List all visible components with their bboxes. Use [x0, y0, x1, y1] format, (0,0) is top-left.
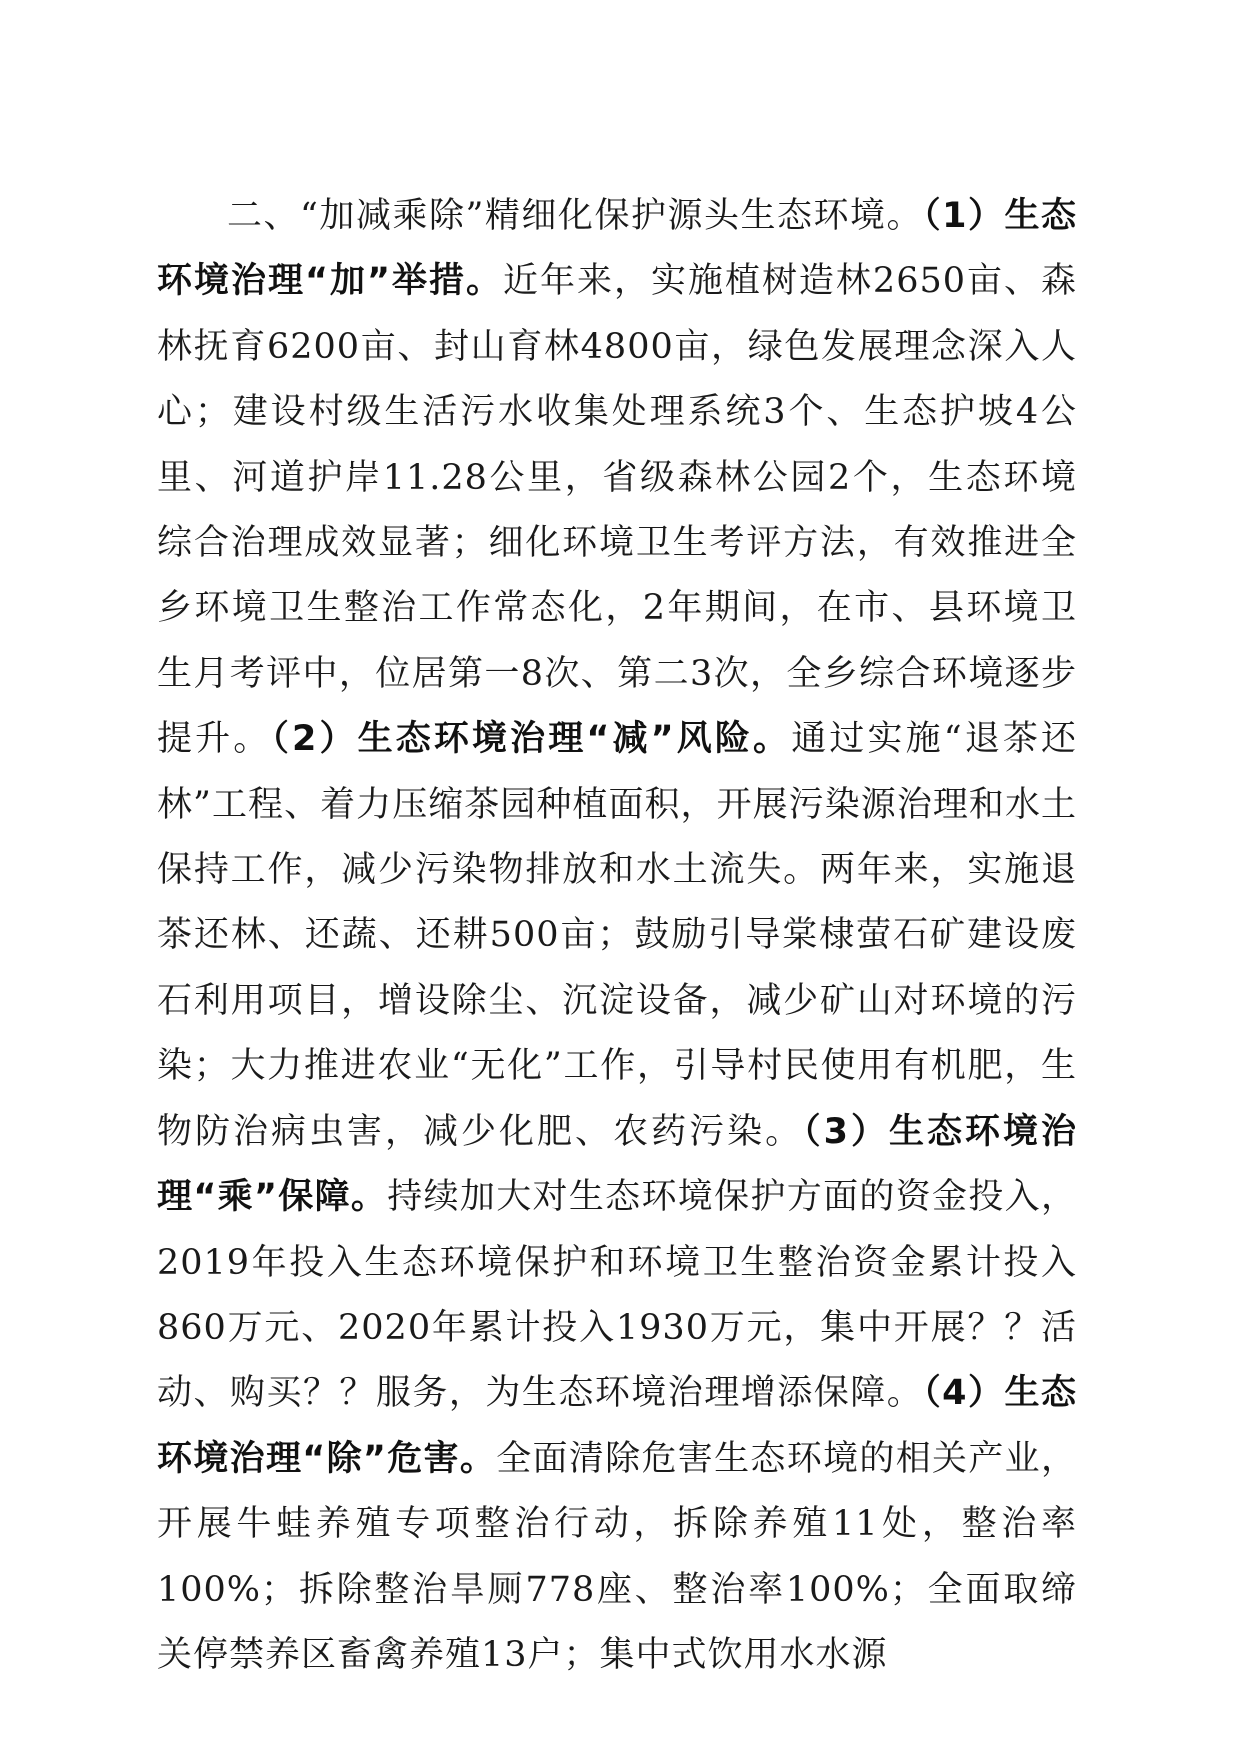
paragraph-text-add: 近年来，实施植树造林2650亩、森林抚育6200亩、封山育林4800亩，绿色发展理念深入人心；建设村级生活污水收集处理系统3个、生态护坡4公里、河道护岸11.28公里，省级森林公园2个，生态环境综合治理成效显著；细化环境卫生考评方法，有效推进全乡环境卫生整治工作常态化，2年期间，在市、县环境卫生月考评中，位居第一8次、第二3次，全乡综合环境逐步提升。 [157, 261, 1077, 760]
subheading-multiply-guarantee: （3）生态环境治理“乘”保障。 [157, 1111, 1077, 1218]
body-paragraph [157, 184, 1077, 1688]
paragraph-text-multiply: 持续加大对生态环境保护方面的资金投入，2019年投入生态环境保护和环境卫生整治资金累计投入860万元、2020年累计投入1930万元，集中开展？？活动、购买？？服务，为生态环境治理增添保障。 [157, 1177, 1077, 1414]
subheading-reduce-risks: （2）生态环境治理“减”风险。 [271, 719, 792, 760]
section-heading: 二、“加减乘除”精细化保护源头生态环境。 [227, 196, 924, 236]
paragraph-text-remove: 全面清除危害生态环境的相关产业，开展牛蛙养殖专项整治行动，拆除养殖11处，整治率100%；拆除整治旱厕778座、整治率100%；全面取缔关停禁养区畜禽养殖13户；集中式饮用水水源 [157, 1438, 1077, 1675]
subheading-add-measures: （1）生态环境治理“加”举措。 [157, 196, 1077, 302]
subheading-remove-hazards: （4）生态环境治理“除”危害。 [157, 1373, 1077, 1479]
paragraph-text-reduce: 通过实施“退茶还林”工程、着力压缩茶园种植面积，开展污染源治理和水土保持工作，减少污染物排放和水土流失。两年来，实施退茶还林、还蔬、还耕500亩；鼓励引导棠棣萤石矿建设废石利用项目，增设除尘、沉淀设备，减少矿山对环境的污染；大力推进农业“无化”工作，引导村民使用有机肥，生物防治病虫害，减少化肥、农药污染。 [157, 719, 1077, 1152]
